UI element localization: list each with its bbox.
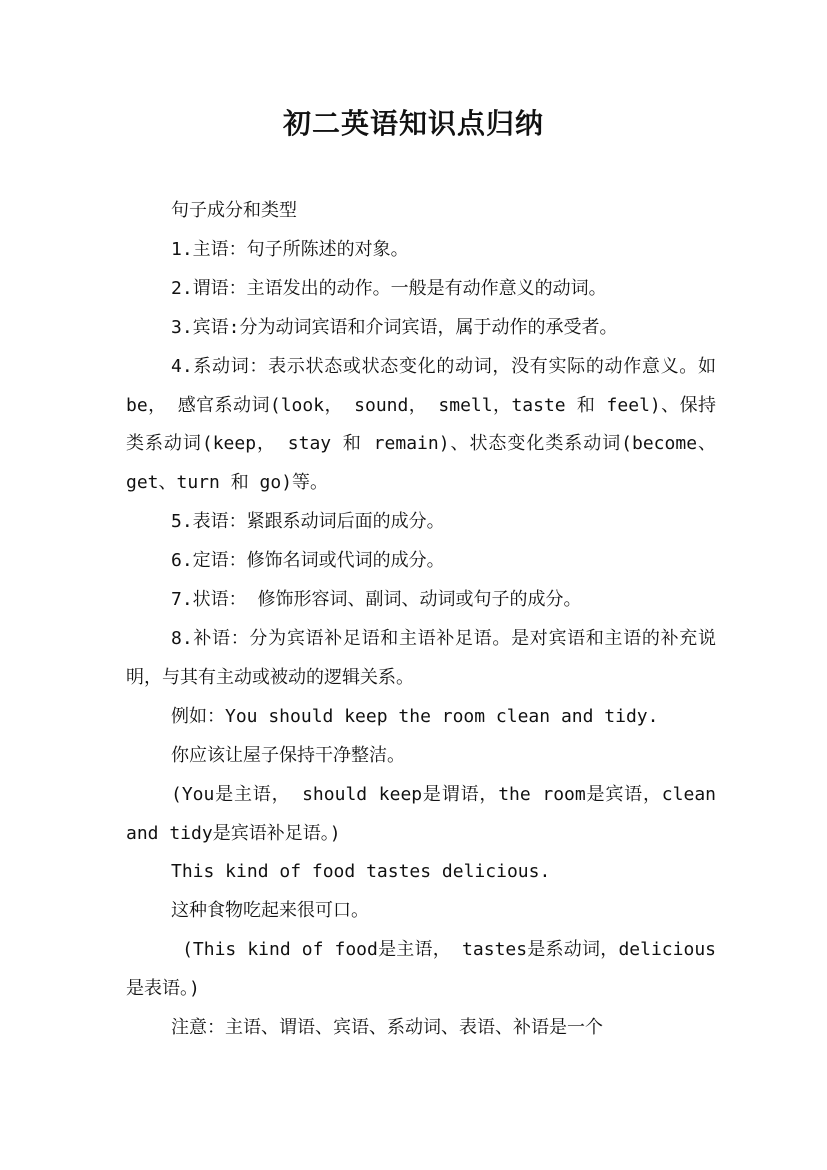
paragraph-predicate: 2.谓语：主语发出的动作。一般是有动作意义的动词。	[171, 277, 607, 299]
section-heading: 句子成分和类型	[171, 200, 297, 221]
paragraph-complement: 8.补语：分为宾语补足语和主语补足语。是对宾语和主语的补充说明，与其有主动或被动的逻辑关系。	[126, 627, 716, 688]
paragraph-object: 3.宾语:分为动词宾语和介词宾语，属于动作的承受者。	[171, 316, 618, 338]
example-sentence-1: 例如：You should keep the room clean and tidy.	[171, 705, 659, 727]
example-analysis-1: (You是主语， should keep是谓语，the room是宾语，clean and tidy是宾语补足语。)	[126, 783, 727, 844]
paragraph-attribute: 6.定语：修饰名词或代词的成分。	[171, 550, 445, 572]
document-body	[126, 192, 727, 1048]
paragraph-linking-verb	[126, 348, 727, 504]
paragraph-predicative: 5.表语：紧跟系动词后面的成分。	[171, 511, 445, 533]
paragraph-adverbial: 7.状语： 修饰形容词、副词、动词或句子的成分。	[171, 589, 582, 611]
example-translation-1: 你应该让屋子保持干净整洁。	[171, 744, 405, 766]
document-title: 初二英语知识点归纳	[282, 107, 544, 140]
paragraph-subject: 1.主语：句子所陈述的对象。	[171, 238, 409, 260]
note-paragraph: 注意：主语、谓语、宾语、系动词、表语、补语是一个	[171, 1017, 603, 1039]
example-analysis-2: (This kind of food是主语， tastes是系动词，delicious是表语。)	[126, 939, 716, 1000]
paragraph-linking-verb-text: 4.系动词：表示状态或状态变化的动词，没有实际的动作意义。如 be， 感官系动词(look， sound， smell，taste 和 feel)、保持类系动词(keep， stay 和 remain)、状态变化类系动词(become、get、turn 和 go)等。	[126, 355, 727, 494]
example-sentence-2: This kind of food tastes delicious.	[171, 861, 551, 883]
example-translation-2: 这种食物吃起来很可口。	[171, 900, 369, 922]
